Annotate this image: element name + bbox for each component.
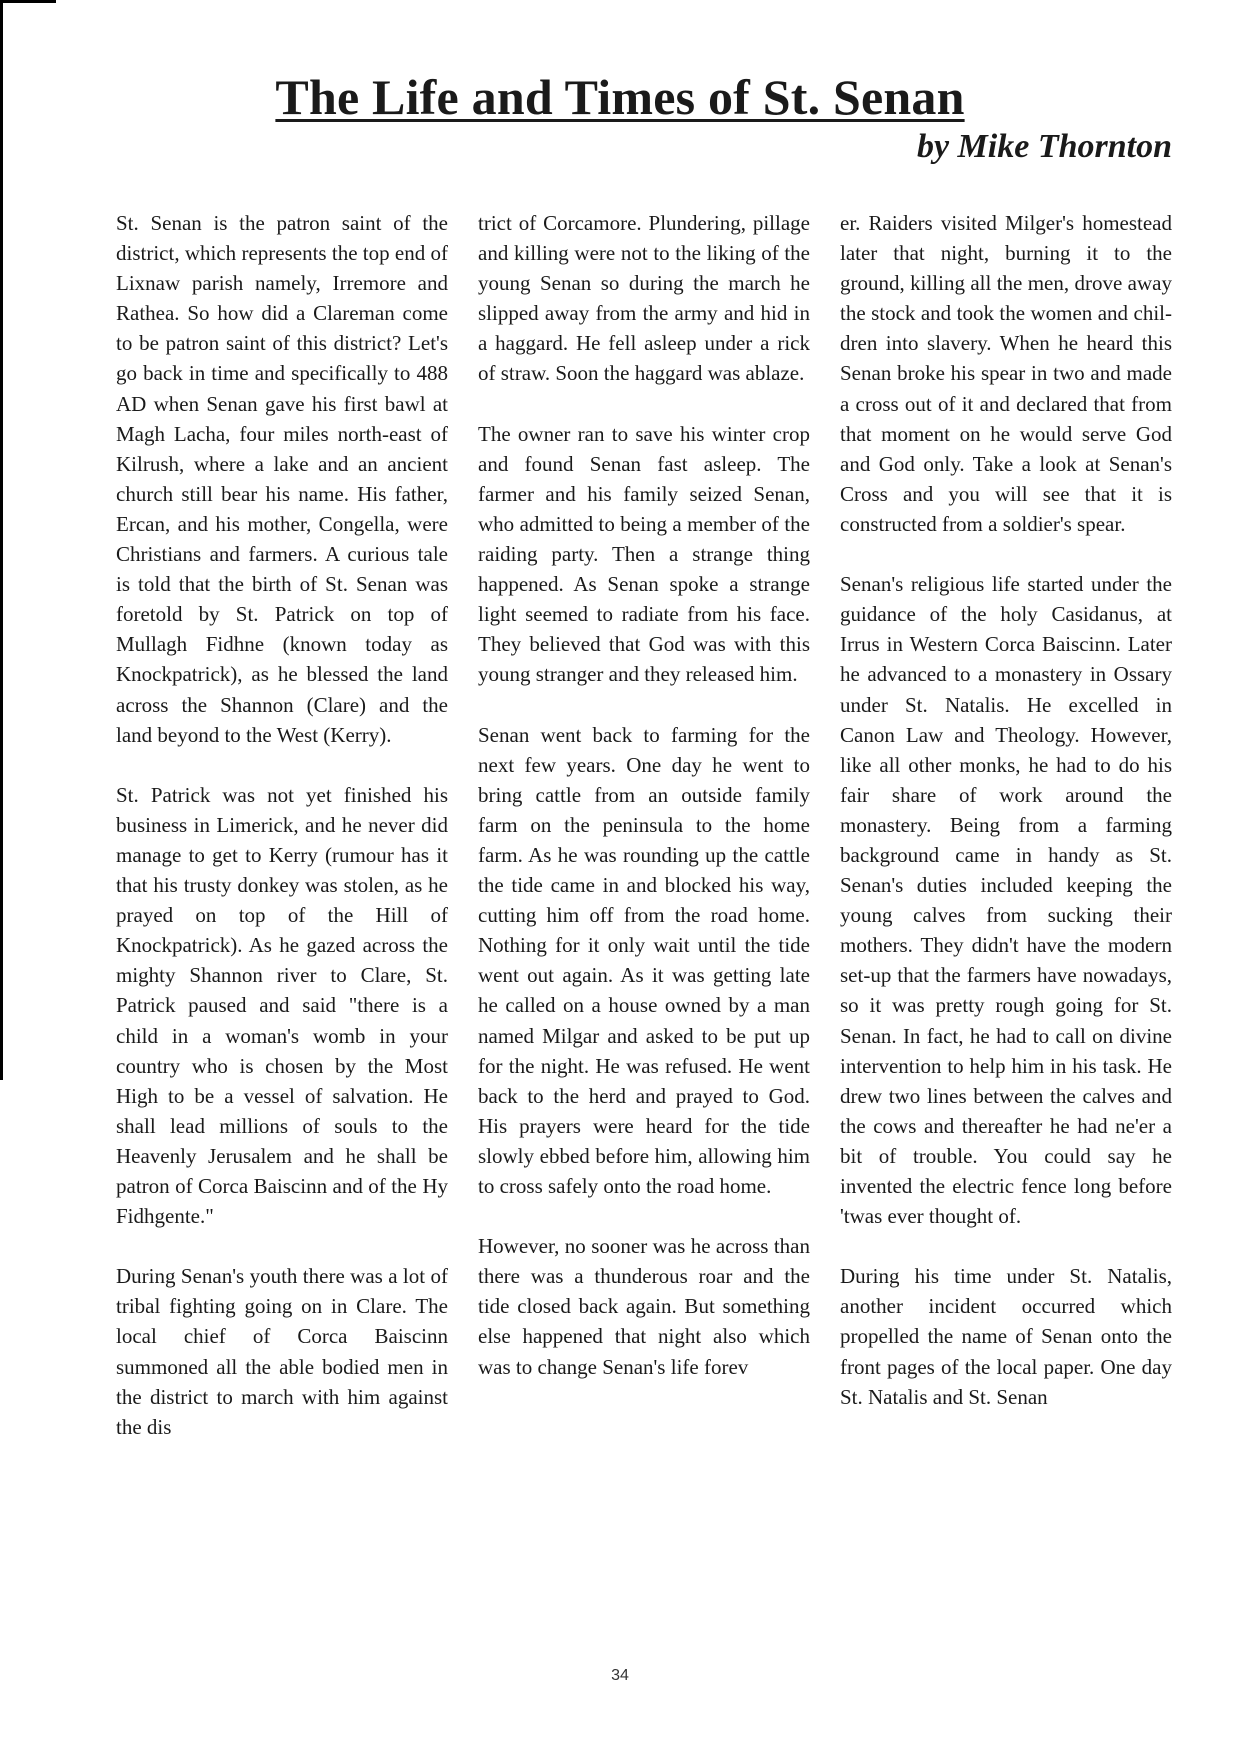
page-number: 34: [611, 1667, 629, 1684]
paragraph: During Senan's youth there was a lot of tribal fighting going on in Clare. The local chief of Corca Baiscinn summoned all the able bodied men in the district to march with him against the dis: [116, 1264, 448, 1439]
text-column-2: [478, 208, 810, 1382]
paragraph: However, no sooner was he across than there was a thunderous roar and the tide closed back again. But something else happened that night also which was to change Senan's life forev: [478, 1234, 810, 1379]
paragraph: During his time under St. Natalis, another incident occurred which propelled the name of Senan onto the front pages of the local paper. One day St. Natalis and St. Senan: [840, 1264, 1172, 1409]
paragraph: trict of Corcamore. Plundering, pillage and killing were not to the liking of the young Senan so during the march he slipped away from the army and hid in a haggard. He fell asleep under a rick of straw. Soon the haggard was ablaze.: [478, 211, 810, 386]
scan-edge-mark-top: [0, 0, 56, 3]
paragraph: St. Senan is the patron saint of the district, which represents the top end of Lixnaw parish namely, Irremore and Rathea. So how did a Clareman come to be patron saint of this district? Let's go back in time and specifically to 488 AD when Senan gave his first bawl at Magh Lacha, four miles north-east of Kilrush, where a lake and an ancient church still bear his name. His father, Ercan, and his mother, Congella, were Christians and farmers. A curious tale is told that the birth of St. Senan was foretold by St. Patrick on top of Mullagh Fidhne (known today as Knockpatrick), as he blessed the land across the Shannon (Clare) and the land beyond to the West (Kerry).: [116, 211, 448, 747]
article-title: The Life and Times of St. Senan: [275, 69, 965, 125]
paragraph: Senan went back to farming for the next few years. One day he went to bring cattle from an outside family farm on the peninsula to the home farm. As he was rounding up the cattle the tide came in and blocked his way, cutting him off from the road home. Nothing for it only wait until the tide went out again. As it was getting late he called on a house owned by a man named Milgar and asked to be put up for the night. He was refused. He went back to the herd and prayed to God. His prayers were heard for the tide slowly ebbed before him, allowing him to cross safely onto the road home.: [478, 722, 810, 1198]
article-byline: by Mike Thornton: [916, 128, 1172, 165]
paragraph: St. Patrick was not yet finished his business in Limerick, and he never did manage to get to Kerry (rumour has it that his trusty donkey was stolen, as he prayed on top of the Hill of Knockpatrick). As he gazed across the mighty Shannon river to Clare, St. Patrick paused and said "there is a child in a woman's womb in your country who is chosen by the Most High to be a vessel of salvation. He shall lead millions of souls to the Heavenly Jerusalem and he shall be patron of Corca Baiscinn and of the Hy Fidhgente.": [116, 782, 448, 1229]
paragraph: Senan's religious life started under the guidance of the holy Casidanus, at Irrus in Western Corca Baiscinn. Later he advanced to a monastery in Ossary under St. Natalis. He excelled in Canon Law and Theology. However, like all other monks, he had to do his fair share of work around the monastery. Being from a farming background came in handy as St. Senan's duties included keeping the young calves from sucking their mothers. They didn't have the modern set-up that the farmers have nowadays, so it was pretty rough going for St. Senan. In fact, he had to call on divine intervention to help him in his task. He drew two lines between the calves and the cows and thereafter he had ne'er a bit of trouble. You could say he invented the electric fence long before 'twas ever thought of.: [840, 572, 1172, 1229]
text-column-3: [840, 208, 1172, 1412]
scan-edge-mark-left: [0, 0, 3, 1080]
text-column-1: [116, 208, 448, 1442]
paragraph: er. Raiders visited Milger's homestead later that night, burning it to the ground, killing all the men, drove away the stock and took the women and children into slavery. When he heard this Senan broke his spear in two and made a cross out of it and declared that from that moment on he would serve God and God only. Take a look at Senan's Cross and you will see that it is constructed from a soldier's spear.: [840, 211, 1172, 536]
paragraph: The owner ran to save his winter crop and found Senan fast asleep. The farmer and his family seized Senan, who admitted to being a member of the raiding party. Then a strange thing happened. As Senan spoke a strange light seemed to radiate from his face. They believed that God was with this young stranger and they released him.: [478, 421, 810, 687]
